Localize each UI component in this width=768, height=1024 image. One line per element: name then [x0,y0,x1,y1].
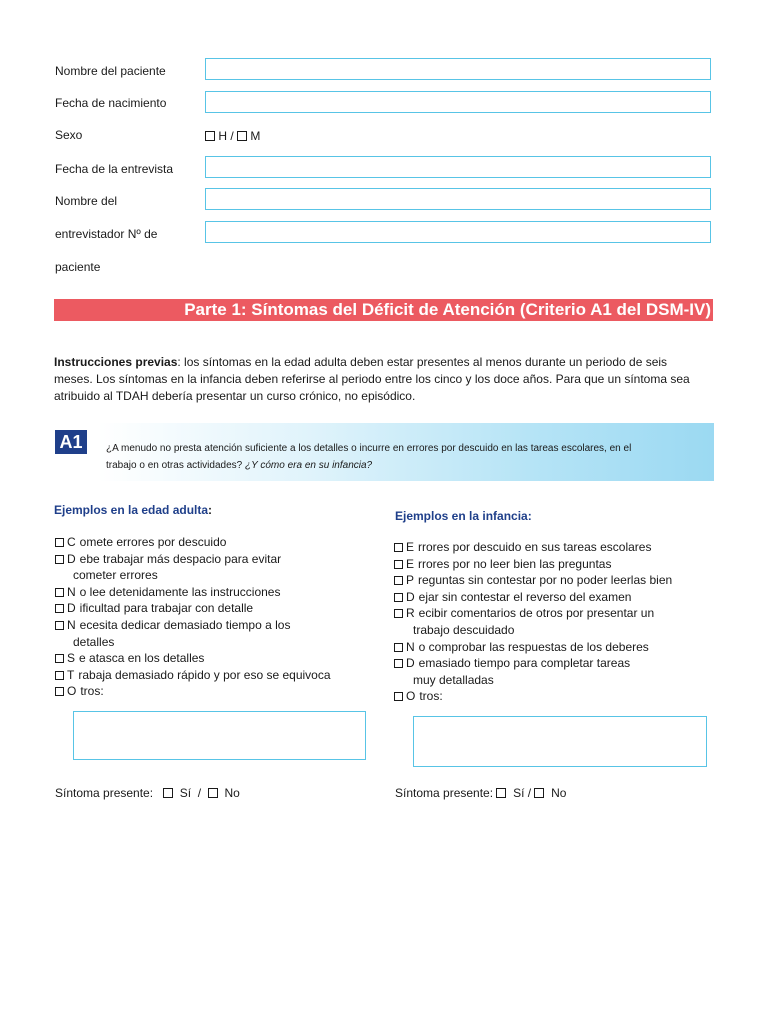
a1-question-line2: trabajo o en otras actividades? [106,460,245,471]
list-item-initial: S [67,651,76,666]
example-checkbox[interactable] [55,654,64,663]
adult-yes-checkbox[interactable] [163,788,173,798]
list-item-text: rrores por descuido en sus tareas escolares [418,540,652,554]
child-other-notes-box[interactable] [413,716,707,767]
example-checkbox[interactable] [394,593,403,602]
list-item [394,688,724,705]
list-item-initial: N [67,584,76,599]
example-checkbox[interactable] [55,687,64,696]
list-item-text: rrores por no leer bien las preguntas [418,556,612,571]
adult-examples-list [55,534,365,700]
child-examples-heading: Ejemplos en la infancia: [395,509,532,523]
adult-examples-heading [54,503,212,517]
list-item-initial: C [67,535,76,549]
list-item-initial: R [406,606,415,621]
example-checkbox[interactable] [55,588,64,597]
instructions-line3: atribuido al TDAH debería presentar un curso crónico, no episódico. [54,389,416,403]
list-item-initial: D [67,601,76,616]
part1-banner: Parte 1: Síntomas del Déficit de Atención (Criterio A1 del DSM-IV) [54,299,713,321]
list-item [394,572,724,589]
adult-heading-colon: : [208,503,213,517]
interviewer-label-line2: entrevistador Nº de [55,227,158,241]
sex-label: Sexo [55,128,83,142]
list-item-text: ebe trabajar más despacio para evitar [79,551,282,566]
list-item-text: tros: [80,684,104,699]
list-item-initial: O [406,689,416,704]
child-no-label: No [551,786,567,800]
example-checkbox[interactable] [394,659,403,668]
list-item-initial: D [67,551,76,566]
list-item-continuation: detalles [73,634,115,649]
list-item-initial: E [406,540,415,554]
list-item [55,617,365,634]
example-checkbox[interactable] [55,671,64,680]
list-item [394,655,724,672]
child-examples-list [394,539,724,705]
list-item-text: e atasca en los detalles [79,651,205,666]
list-item-text: tros: [419,689,443,704]
adult-symptom-present [55,786,240,800]
list-item-text: rabaja demasiado rápido y por eso se equivoca [78,667,331,682]
adult-no-checkbox[interactable] [208,788,218,798]
child-symptom-present [395,786,566,800]
list-item-initial: O [67,684,77,699]
list-item-text: reguntas sin contestar por no poder leerlas bien [418,573,673,588]
interviewer-field[interactable] [205,188,711,210]
sex-h-checkbox[interactable] [205,131,215,141]
instructions-line2: meses. Los síntomas en la infancia deben referirse al periodo entre los cinco y los doce años. Para que un síntoma sea [54,372,690,386]
example-checkbox[interactable] [394,543,403,552]
sex-options [205,129,260,143]
example-checkbox[interactable] [394,560,403,569]
interview-date-field[interactable] [205,156,711,178]
child-slash: / [527,786,532,800]
a1-question-italic: ¿Y cómo era en su infancia? [244,460,373,471]
patient-name-label: Nombre del paciente [55,64,166,78]
sex-m-label: M [250,129,261,143]
list-item [55,584,365,601]
list-item-initial: T [67,667,75,682]
adult-no-label: No [224,786,240,800]
example-checkbox[interactable] [55,555,64,564]
list-item-initial: E [406,556,415,571]
child-no-checkbox[interactable] [534,788,544,798]
birth-date-label: Fecha de nacimiento [55,96,167,110]
child-present-label: Síntoma presente: [395,786,494,800]
list-item [394,605,724,622]
a1-question-line1: ¿A menudo no presta atención suficiente a los detalles o incurre en errores por descuido en las tareas escolares, en el [106,443,632,454]
list-item-text: ecesita dedicar demasiado tiempo a los [79,617,291,632]
list-item-continuation: muy detalladas [413,672,494,687]
list-item [55,667,365,684]
list-item [55,683,365,700]
adult-heading-text: Ejemplos en la edad adulta [54,503,209,517]
list-item-text: o comprobar las respuestas de los deberes [418,639,649,654]
list-item-initial: D [406,656,415,671]
list-item-continuation: cometer errores [73,568,158,583]
list-item [394,556,724,573]
a1-question-box [98,423,714,481]
patient-number-field[interactable] [205,221,711,243]
list-item [55,534,365,551]
list-item [55,650,365,667]
interviewer-label-line1: Nombre del [55,194,118,208]
list-item [55,600,365,617]
child-yes-checkbox[interactable] [496,788,506,798]
list-item-text: o lee detenidamente las instrucciones [79,584,281,599]
list-item-text: emasiado tiempo para completar tareas [418,656,631,671]
a1-badge: A1 [55,430,87,454]
list-item-text: omete errores por descuido [79,535,227,549]
patient-name-field[interactable] [205,58,711,80]
list-item-initial: P [406,573,415,588]
adult-present-label: Síntoma presente: [55,786,154,800]
example-checkbox[interactable] [394,643,403,652]
example-checkbox[interactable] [55,538,64,547]
instructions [54,354,714,405]
list-item-continuation: trabajo descuidado [413,622,515,637]
list-item [394,589,724,606]
list-item [394,539,724,556]
example-checkbox[interactable] [394,609,403,618]
example-checkbox[interactable] [55,621,64,630]
instructions-bold: Instrucciones previas [54,355,178,369]
list-item [55,551,365,568]
interview-date-label: Fecha de la entrevista [55,162,174,176]
example-checkbox[interactable] [55,604,64,613]
list-item-text: ificultad para trabajar con detalle [79,601,254,616]
sex-m-checkbox[interactable] [237,131,247,141]
adult-other-notes-box[interactable] [73,711,366,760]
example-checkbox[interactable] [394,692,403,701]
birth-date-field[interactable] [205,91,711,113]
child-yes-label: Sí [513,786,525,800]
list-item-initial: N [406,639,415,654]
list-item-text: ecibir comentarios de otros por presentar un [418,606,655,621]
sex-h-label: H / [218,129,234,143]
interviewer-label-line3: paciente [55,260,101,274]
list-item-text: ejar sin contestar el reverso del examen [418,589,632,604]
adult-slash: / [197,786,202,800]
adult-yes-label: Sí [179,786,192,800]
list-item-initial: N [67,617,76,632]
example-checkbox[interactable] [394,576,403,585]
list-item [394,639,724,656]
list-item-initial: D [406,589,415,604]
instructions-line1: : los síntomas en la edad adulta deben estar presentes al menos durante un periodo de seis [177,355,668,369]
